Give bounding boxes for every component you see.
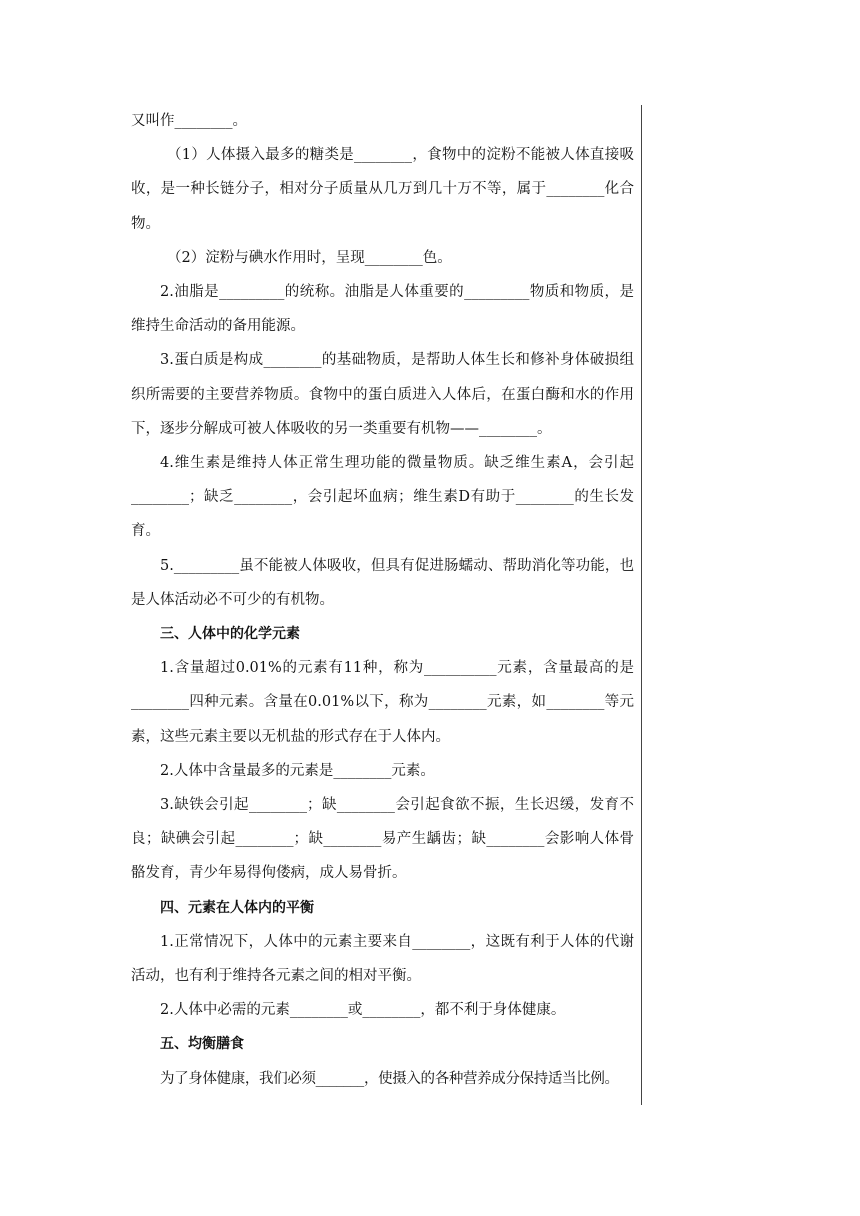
paragraph-continuation: 又叫作________。 (131, 113, 247, 129)
paragraph-elements-2: 2.人体中含量最多的元素是________元素。 (160, 762, 435, 779)
paragraph-elements-3: 3.缺铁会引起________；缺________会引起食欲不振，生长迟缓，发育不良；缺碘会引起________；缺________易产生龋齿；缺________会影响人体骨骼发育，青少年易得佝偻病，成人易骨折。 (131, 797, 634, 882)
page-margin-line (641, 105, 642, 1105)
document-body (131, 104, 634, 1096)
section-heading-balance: 四、元素在人体内的平衡 (160, 899, 314, 916)
paragraph-fiber: 5._________虽不能被人体吸收，但具有促进肠蠕动、帮助消化等功能，也是人体活动必不可少的有机物。 (131, 557, 634, 608)
section-heading-elements: 三、人体中的化学元素 (160, 626, 300, 643)
paragraph-protein: 3.蛋白质是构成________的基础物质，是帮助人体生长和修补身体破损组织所需要的主要营养物质。食物中的蛋白质进入人体后，在蛋白酶和水的作用下，逐步分解成可被人体吸收的另一类重要有机物——________。 (131, 352, 634, 437)
paragraph-fats: 2.油脂是_________的统称。油脂是人体重要的_________物质和物质，是维持生命活动的备用能源。 (131, 284, 634, 335)
section-heading-diet: 五、均衡膳食 (160, 1036, 244, 1053)
paragraph-vitamins: 4.维生素是维持人体正常生理功能的微量物质。缺乏维生素A，会引起________；缺乏________，会引起坏血病；维生素D有助于________的生长发育。 (131, 455, 634, 540)
paragraph-elements-1: 1.含量超过0.01%的元素有11种，称为__________元素，含量最高的是________四种元素。含量在0.01%以下，称为________元素，如________等元素，这些元素主要以无机盐的形式存在于人体内。 (131, 660, 634, 745)
paragraph-starch-1: （1）人体摄入最多的糖类是________，食物中的淀粉不能被人体直接吸收，是一种长链分子，相对分子质量从几万到几十万不等，属于________化合物。 (131, 147, 634, 232)
paragraph-starch-2: （2）淀粉与碘水作用时，呈现________色。 (167, 249, 452, 266)
paragraph-balance-1: 1.正常情况下，人体中的元素主要来自________，这既有利于人体的代谢活动，也有利于维持各元素之间的相对平衡。 (131, 933, 634, 985)
paragraph-diet: 为了身体健康，我们必须_______，使摄入的各种营养成分保持适当比例。 (160, 1070, 619, 1087)
paragraph-balance-2: 2.人体中必需的元素________或________，都不利于身体健康。 (160, 1002, 566, 1019)
